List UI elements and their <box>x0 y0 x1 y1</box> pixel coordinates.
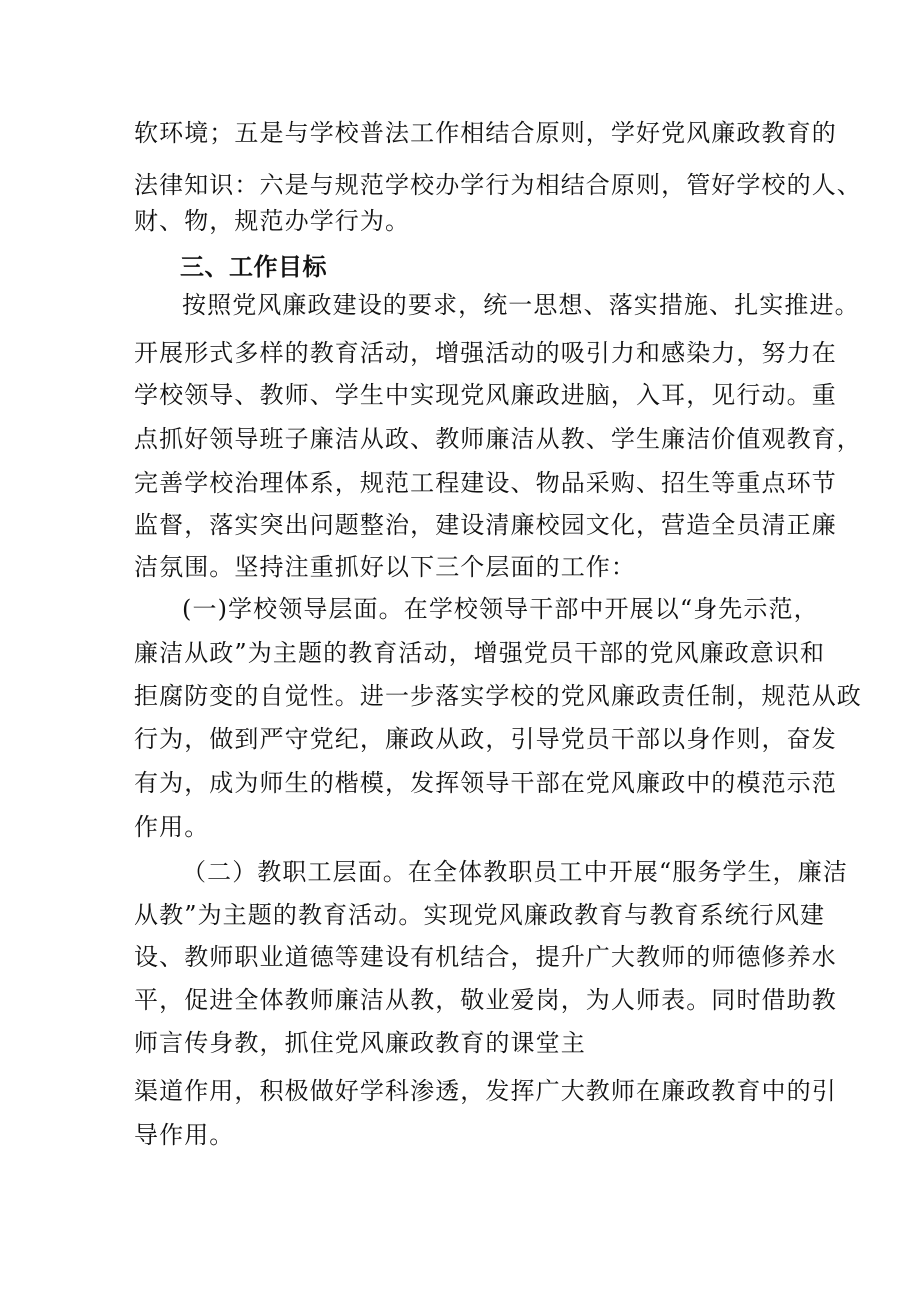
text-line: 监督，落实突出问题整治，建设清廉校园文化，营造全员清正廉 <box>134 511 837 539</box>
text-line: 导作用。 <box>134 1121 235 1149</box>
text-line: 行为，做到严守党纪，廉政从政，引导党员干部以身作则，奋发 <box>134 725 837 753</box>
text-line: 设、教师职业道德等建设有机结合，提升广大教师的师德修养水 <box>134 943 837 971</box>
text-line: 渠道作用，积极做好学科渗透，发挥广大教师在廉政教育中的引 <box>134 1077 837 1105</box>
text-line: 法律知识：六是与规范学校办学行为相结合原则，管好学校的人、 <box>134 171 862 199</box>
text-line: 开展形式多样的教育活动，增强活动的吸引力和感染力，努力在 <box>134 339 837 367</box>
text-line: 廉洁从政”为主题的教育活动，增强党员干部的党风廉政意识和 <box>134 639 826 667</box>
text-line: 完善学校治理体系，规范工程建设、物品采购、招生等重点环节 <box>134 469 837 497</box>
text-line: 财、物，规范办学行为。 <box>134 207 411 235</box>
text-line: 点抓好领导班子廉洁从政、教师廉洁从教、学生廉洁价值观教育， <box>134 425 862 453</box>
text-line: 平，促进全体教师廉洁从教，敬业爱岗，为人师表。同时借助教 <box>134 986 837 1014</box>
text-line: 按照党风廉政建设的要求，统一思想、落实措施、扎实推进。 <box>182 291 860 319</box>
text-line: 从教”为主题的教育活动。实现党风廉政教育与教育系统行风建 <box>134 901 826 929</box>
text-line: 有为，成为师生的楷模，发挥领导干部在党风廉政中的模范示范 <box>134 769 837 797</box>
text-line: 软环境；五是与学校普法工作相结合原则，学好党风廉政教育的 <box>134 119 837 147</box>
text-line: 师言传身教，抓住党风廉政教育的课堂主 <box>134 1029 586 1057</box>
text-line: 学校领导、教师、学生中实现党风廉政进脑，入耳，见行动。重 <box>134 381 837 409</box>
text-line: 作用。 <box>134 813 210 841</box>
text-line: 洁氛围。坚持注重抓好以下三个层面的工作： <box>134 553 636 581</box>
text-line: 拒腐防变的自觉性。进一步落实学校的党风廉政责任制，规范从政 <box>134 682 862 710</box>
subsection-paragraph-start: (一)学校领导层面。在学校领导干部中开展以“身先示范， <box>182 595 819 623</box>
subsection-paragraph-start: （二）教职工层面。在全体教职员工中开展“服务学生，廉洁 <box>182 858 848 886</box>
section-heading: 三、工作目标 <box>180 253 327 281</box>
